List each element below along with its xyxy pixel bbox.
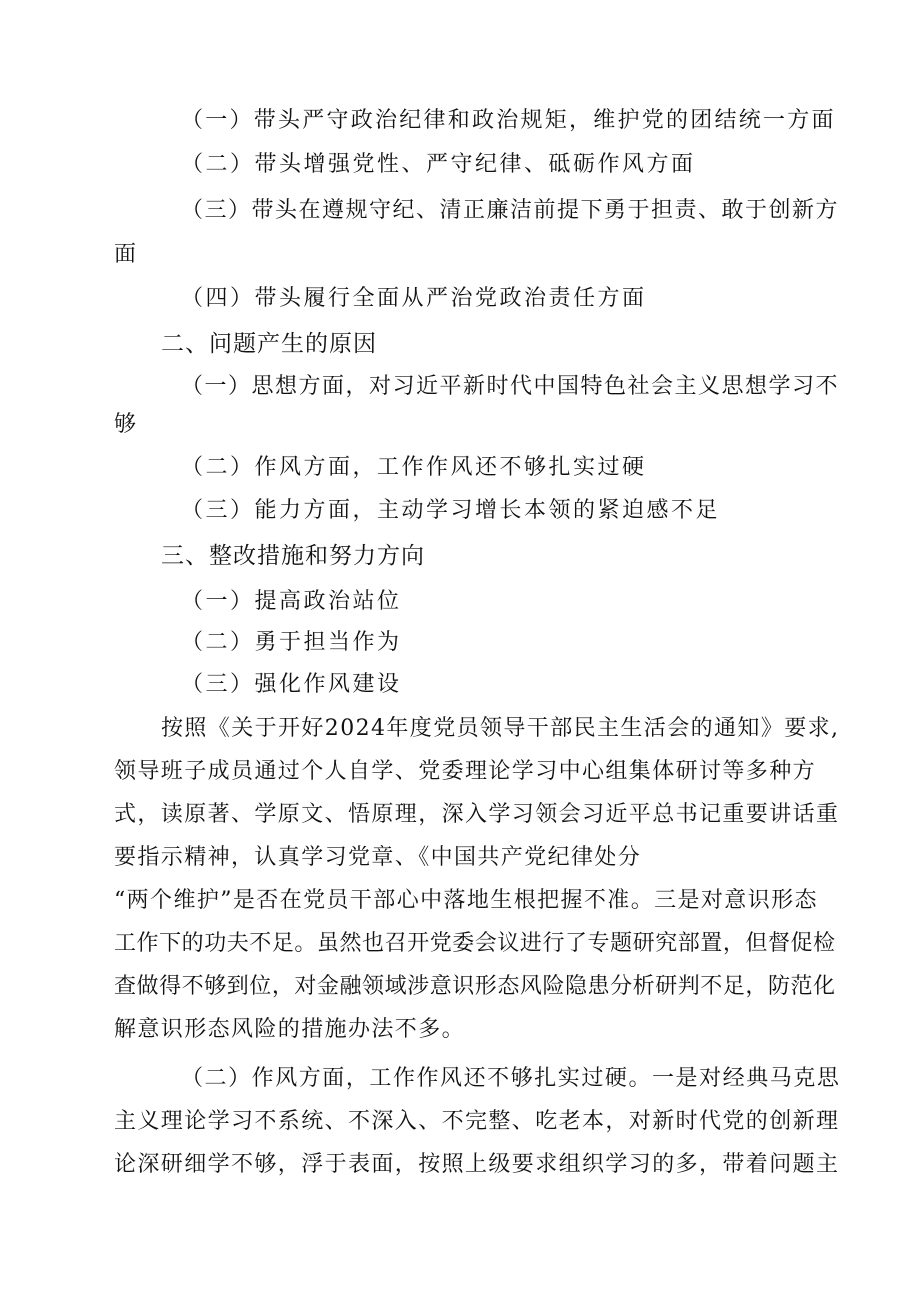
section1-item-2: （二）带头增强党性、严守纪律、砥砺作风方面 [181,152,696,177]
section1-item-1: （一）带头严守政治纪律和政治规矩，维护党的团结统一方面 [181,108,836,133]
section2-item-1: （一）思想方面，对习近平新时代中国特色社会主义思想学习不 [181,374,840,399]
body-para1-line-6: 工作下的功夫不足。虽然也召开党委会议进行了专题研究部置，但督促检 [114,931,836,956]
body-para2-line-2: 主义理论学习不系统、不深入、不完整、吃老本，对新时代党的创新理 [114,1109,840,1134]
body-para1-line-5: “两个维护”是否在党员干部心中落地生根把握不准。三是对意识形态 [114,888,818,913]
heading-measures: 三、整改措施和努力方向 [161,543,425,569]
section1-item-3: （三）带头在遵规守纪、清正廉洁前提下勇于担责、敢于创新方 [181,198,840,223]
body-para1-line-1: 按照《关于开好2024年度党员领导干部民主生活会的通知》要求, [161,716,840,741]
section3-item-2: （二）勇于担当作为 [181,630,402,655]
body-para1-line-7: 查做得不够到位，对金融领域涉意识形态风险隐患分析研判不足，防范化 [114,974,836,999]
body-para1-line-8: 解意识形态风险的措施办法不多。 [114,1017,466,1042]
body-para1-line-2: 领导班子成员通过个人自学、党委理论学习中心组集体研讨等多种方 [114,759,817,784]
section2-item-1-cont: 够 [114,412,139,437]
section1-item-3-cont: 面 [114,242,139,267]
body-para1-line-3: 式，读原著、学原文、悟原理，深入学习领会习近平总书记重要讲话重 [114,802,840,827]
section2-item-3: （三）能力方面，主动学习增长本领的紧迫感不足 [181,498,721,523]
section2-item-2: （二）作风方面，工作作风还不够扎实过硬 [181,455,647,480]
body-para2-line-3: 论深研细学不够，浮于表面，按照上级要求组织学习的多，带着问题主 [114,1152,840,1177]
body-para1-line-4: 要指示精神，认真学习党章、《中国共产党纪律处分 [114,845,642,870]
heading-causes: 二、问题产生的原因 [161,331,377,357]
section3-item-1: （一）提高政治站位 [181,589,402,614]
section3-item-3: （三）强化作风建设 [181,672,402,697]
body-para2-line-1: （二）作风方面，工作作风还不够扎实过硬。一是对经典马克思 [181,1066,841,1091]
section1-item-4: （四）带头履行全面从严治党政治责任方面 [181,286,647,311]
